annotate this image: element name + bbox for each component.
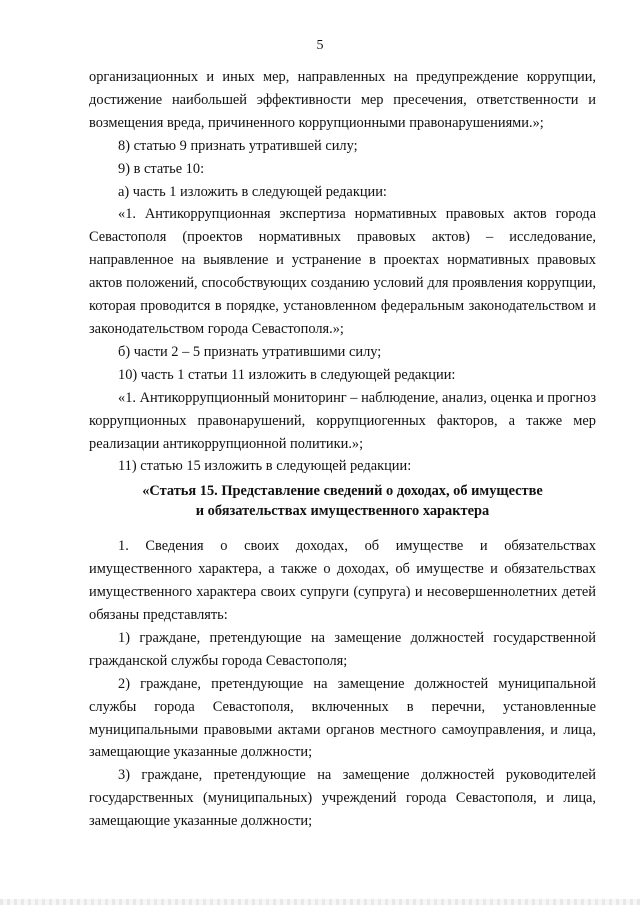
scan-bottom-edge	[0, 899, 640, 905]
article-15-heading	[89, 478, 596, 524]
paragraph-continuation: организационных и иных мер, направленных на предупреждение коррупции, достижение наибольшей эффективности мер пресечения, ответственности и возмещения вреда, причиненного коррупционными правонарушениями.»;	[89, 69, 596, 131]
paragraph-item-10: 10) часть 1 статьи 11 изложить в следующей редакции:	[118, 366, 456, 383]
article-paragraph-1: 1. Сведения о своих доходах, об имуществе и обязательствах имущественного характера, а также о доходах, об имуществе и обязательствах имущественного характера своих супруги (супруга) и несовершеннолетних детей обязаны представлять:	[89, 538, 596, 624]
article-15-heading-line-1: «Статья 15. Представление сведений о доходах, об имуществе	[142, 483, 543, 500]
article-list-item-3: 3) граждане, претендующие на замещение должностей руководителей государственных (муниципальных) учреждений города Севастополя, и лица, замещающие указанные должности;	[89, 767, 596, 830]
paragraph-item-9b: б) части 2 – 5 признать утратившими силу;	[118, 343, 382, 360]
article-list-item-1: 1) граждане, претендующие на замещение должностей государственной гражданской службы города Севастополя;	[89, 629, 596, 669]
document-body	[89, 66, 596, 833]
article-list-item-2: 2) граждане, претендующие на замещение должностей муниципальной службы города Севастополя, включенных в перечни, установленные муниципальными правовыми актами органов местного самоуправления, и лица, замещающие указанные должности;	[89, 675, 596, 761]
page-number: 5	[316, 38, 324, 53]
paragraph-item-9a: а) часть 1 изложить в следующей редакции:	[118, 183, 387, 200]
paragraph-quote-expertise: «1. Антикоррупционная экспертиза нормативных правовых актов города Севастополя (проектов нормативных правовых актов) – исследование, направленное на выявление и устранение в проектах нормативных правовых актов положений, способствующих созданию условий для проявления коррупции, которая проводится в порядке, установленном федеральным законодательством и законодательством города Севастополя.»;	[89, 206, 596, 337]
paragraph-item-9: 9) в статье 10:	[118, 160, 205, 177]
paragraph-item-8: 8) статью 9 признать утратившей силу;	[118, 137, 358, 154]
paragraph-item-11: 11) статью 15 изложить в следующей редакции:	[118, 458, 412, 475]
paragraph-quote-monitoring: «1. Антикоррупционный мониторинг – наблюдение, анализ, оценка и прогноз коррупционных правонарушений, коррупциогенных факторов, а также мер реализации антикоррупционной политики.»;	[89, 389, 597, 452]
article-15-heading-line-2: и обязательствах имущественного характера	[195, 503, 490, 520]
heading-spacer	[89, 524, 596, 535]
